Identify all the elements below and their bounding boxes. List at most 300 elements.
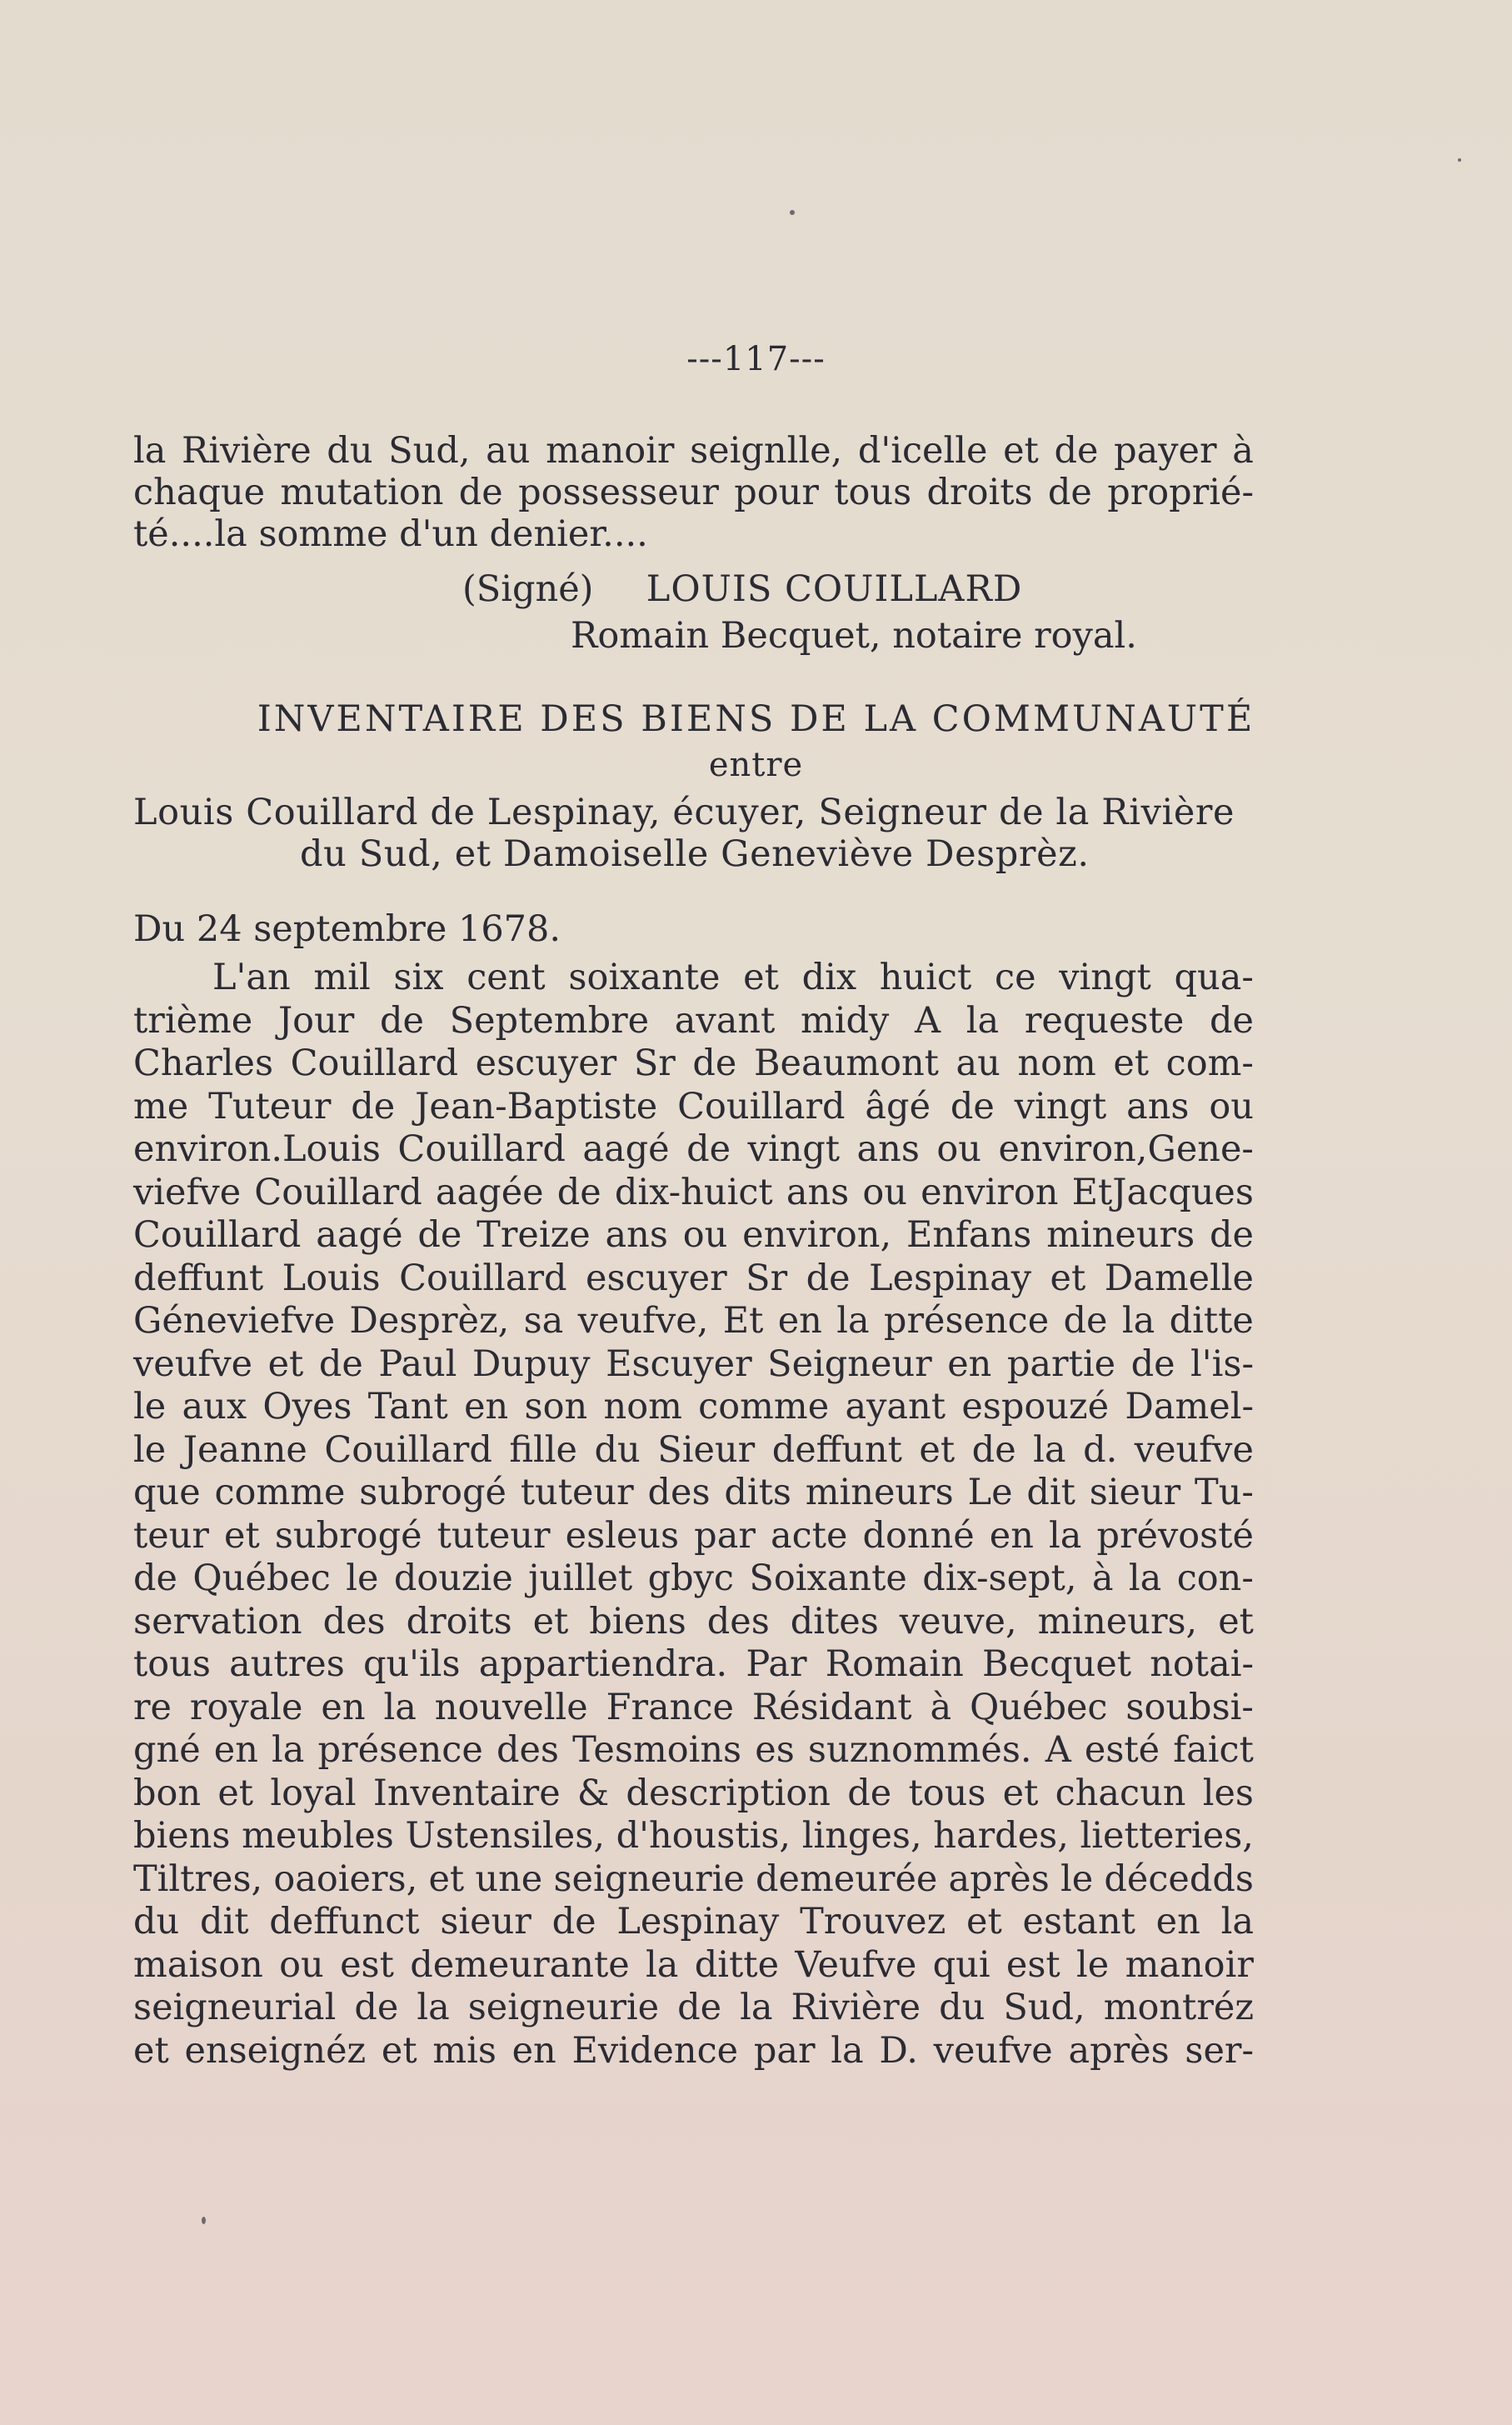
word: du bbox=[133, 1901, 180, 1942]
text-line bbox=[133, 1815, 1254, 1858]
word: de bbox=[686, 1128, 731, 1170]
word: la bbox=[417, 1987, 450, 2028]
word: prévosté bbox=[1096, 1514, 1254, 1557]
word: Sud, bbox=[388, 430, 471, 472]
word: demeurée bbox=[756, 1858, 938, 1900]
word: Soixante bbox=[749, 1558, 907, 1599]
word: des bbox=[706, 1600, 770, 1642]
word: sa bbox=[523, 1300, 564, 1342]
word: de bbox=[1063, 1300, 1108, 1342]
notary-name: Romain Becquet, notaire royal. bbox=[571, 615, 1137, 657]
word: donné bbox=[862, 1514, 975, 1557]
word: Géneviefve bbox=[133, 1300, 336, 1342]
word: ou bbox=[682, 1214, 728, 1256]
word: décedds bbox=[1104, 1858, 1254, 1900]
word: le bbox=[1076, 1943, 1110, 1986]
word: ans bbox=[856, 1128, 920, 1170]
word: par bbox=[694, 1514, 756, 1557]
word: de bbox=[950, 1085, 995, 1128]
word: tous bbox=[834, 472, 912, 513]
word: en bbox=[947, 1342, 992, 1385]
parties-line: du Sud, et Damoiselle Geneviève Desprèz. bbox=[300, 833, 1090, 875]
word: mil bbox=[313, 957, 371, 998]
word: droits bbox=[926, 472, 1033, 513]
word: Veufve bbox=[795, 1943, 917, 1986]
word: manoir bbox=[1125, 1943, 1254, 1986]
word: D. bbox=[879, 2029, 918, 2072]
word: de bbox=[806, 1257, 851, 1299]
word: re bbox=[133, 1686, 172, 1728]
word: Evidence bbox=[571, 2029, 739, 2072]
word: des bbox=[322, 1600, 386, 1642]
word: l'is- bbox=[1190, 1342, 1254, 1385]
word: dites bbox=[790, 1600, 879, 1642]
word: seigneurie bbox=[553, 1858, 745, 1900]
word: de bbox=[458, 472, 503, 513]
word: subrogé bbox=[274, 1514, 422, 1557]
word: Le bbox=[967, 1472, 1013, 1513]
word: et bbox=[224, 1514, 260, 1557]
word: âgé bbox=[865, 1085, 931, 1128]
word: description bbox=[626, 1772, 831, 1814]
text-line bbox=[133, 1258, 1254, 1301]
word: de bbox=[847, 1772, 892, 1814]
word: gné bbox=[133, 1729, 201, 1771]
word: notai- bbox=[1150, 1643, 1254, 1685]
word: Romain bbox=[825, 1643, 964, 1685]
word: Couillard bbox=[324, 1428, 492, 1471]
word: le bbox=[133, 1428, 167, 1471]
word: bon bbox=[133, 1772, 202, 1814]
word: de bbox=[692, 1042, 737, 1084]
text-line bbox=[133, 1601, 1254, 1644]
word: de bbox=[354, 1987, 399, 2028]
word: Tiltres, bbox=[133, 1858, 263, 1900]
date-line: Du 24 septembre 1678. bbox=[133, 908, 561, 950]
word: seigneurial bbox=[133, 1987, 337, 2028]
body-paragraph bbox=[133, 957, 1254, 2072]
word: par bbox=[753, 2029, 816, 2072]
word: de bbox=[379, 999, 424, 1042]
word: en bbox=[464, 1386, 509, 1428]
word: la bbox=[836, 1300, 870, 1342]
word: Damelle bbox=[1104, 1257, 1254, 1299]
signer-name: LOUIS COUILLARD bbox=[646, 568, 1023, 610]
word: nom bbox=[603, 1386, 682, 1428]
word: com- bbox=[1165, 1042, 1254, 1084]
word: de bbox=[133, 1558, 177, 1599]
word: pour bbox=[734, 472, 819, 513]
word: A bbox=[915, 999, 941, 1042]
word: dit bbox=[199, 1901, 249, 1942]
word: dit bbox=[1026, 1472, 1075, 1513]
word: une bbox=[475, 1858, 543, 1900]
word: au bbox=[486, 430, 531, 472]
word: ou bbox=[862, 1171, 907, 1213]
word: le bbox=[1060, 1858, 1094, 1900]
word: est bbox=[1006, 1943, 1060, 1986]
word: la bbox=[646, 1943, 679, 1986]
word: proprié- bbox=[1107, 472, 1254, 513]
word: vingt bbox=[747, 1128, 841, 1170]
word: Tu- bbox=[1195, 1472, 1254, 1513]
word: et bbox=[1003, 430, 1039, 472]
word: espouzé bbox=[961, 1386, 1110, 1428]
word: me bbox=[133, 1085, 189, 1128]
word: Sud, bbox=[1003, 1987, 1085, 2028]
word: du bbox=[594, 1428, 641, 1471]
word: et bbox=[1218, 1600, 1254, 1642]
word: la bbox=[272, 1729, 305, 1771]
word: et bbox=[966, 1901, 1002, 1942]
word: Ustensiles, bbox=[405, 1815, 605, 1857]
word: veufve bbox=[933, 2029, 1053, 2072]
word: de bbox=[677, 1987, 722, 2028]
text-line bbox=[133, 1987, 1254, 2030]
parties-line: Louis Couillard de Lespinay, écuyer, Seigneur de la Rivière bbox=[133, 792, 1235, 833]
word: et bbox=[919, 1428, 956, 1471]
word: de bbox=[351, 1085, 396, 1128]
word: à bbox=[1091, 1558, 1114, 1599]
word: comme bbox=[698, 1386, 830, 1428]
opening-paragraph bbox=[133, 430, 1254, 555]
paper-speck bbox=[790, 210, 795, 215]
word: environ.Louis bbox=[133, 1128, 381, 1170]
text-line bbox=[133, 1042, 1254, 1086]
word: Treize bbox=[477, 1214, 591, 1256]
word: la bbox=[133, 430, 167, 472]
text-line bbox=[133, 1000, 1254, 1043]
word: Couillard bbox=[133, 1214, 302, 1256]
word: A bbox=[1045, 1729, 1071, 1771]
word: Tesmoins bbox=[572, 1729, 742, 1771]
word: Tant bbox=[367, 1386, 448, 1428]
word: Desprèz, bbox=[349, 1300, 510, 1342]
word: aux bbox=[182, 1386, 247, 1428]
word: gbyc bbox=[647, 1558, 735, 1599]
paper-speck bbox=[1458, 158, 1461, 162]
word: escuyer bbox=[475, 1042, 617, 1084]
word: de bbox=[556, 1171, 601, 1213]
word: autres bbox=[229, 1643, 345, 1685]
notary-line bbox=[0, 615, 1512, 657]
word: chaque bbox=[133, 472, 266, 513]
heading-parties bbox=[133, 792, 1254, 875]
word: sieur bbox=[440, 1901, 531, 1942]
word: montréz bbox=[1103, 1987, 1254, 2028]
word: au bbox=[956, 1042, 1001, 1084]
word: Lespinay bbox=[869, 1257, 1032, 1299]
word: Et bbox=[722, 1300, 764, 1342]
word: escuyer bbox=[586, 1257, 727, 1299]
word: Dupuy bbox=[472, 1342, 591, 1385]
word: Rivière bbox=[182, 430, 312, 472]
text-line bbox=[133, 2030, 1254, 2073]
word: du bbox=[327, 430, 373, 472]
word: veufve bbox=[1134, 1428, 1254, 1471]
word: Damel- bbox=[1125, 1386, 1254, 1428]
word: Beaumont bbox=[753, 1042, 939, 1084]
word: aagée bbox=[435, 1171, 544, 1213]
word: Escuyer bbox=[606, 1342, 752, 1385]
word: huict bbox=[879, 957, 972, 998]
word: environ, bbox=[742, 1214, 892, 1256]
word: vingt bbox=[1014, 1085, 1107, 1128]
word: Québec bbox=[970, 1686, 1108, 1728]
word: manoir bbox=[546, 430, 675, 472]
word: biens bbox=[589, 1600, 686, 1642]
word: demeurante bbox=[410, 1943, 630, 1986]
text-line bbox=[133, 1128, 1254, 1172]
word: deffunt bbox=[133, 1257, 264, 1299]
word: soubsi- bbox=[1125, 1686, 1254, 1728]
word: hardes, bbox=[933, 1815, 1069, 1857]
word: Jour bbox=[277, 999, 355, 1042]
word: à bbox=[1232, 430, 1254, 472]
word: en bbox=[989, 1514, 1034, 1557]
word: appartiendra. bbox=[478, 1643, 728, 1685]
word: veuve, bbox=[899, 1600, 1017, 1642]
word: et bbox=[1113, 1042, 1150, 1084]
word: Résidant bbox=[751, 1686, 912, 1728]
word: Louis bbox=[282, 1257, 381, 1299]
word: payer bbox=[1114, 430, 1217, 472]
word: lietteries, bbox=[1080, 1815, 1254, 1857]
word: vingt bbox=[1059, 957, 1151, 998]
word: tous bbox=[133, 1643, 211, 1685]
word: tuteur bbox=[520, 1472, 634, 1513]
word: aagé bbox=[316, 1214, 403, 1256]
word: es bbox=[755, 1729, 795, 1771]
word: présence bbox=[883, 1300, 1050, 1342]
word: Enfans bbox=[906, 1214, 1032, 1256]
word: et bbox=[743, 957, 779, 998]
word: seigneurie bbox=[467, 1987, 660, 2028]
word: d'houstis, bbox=[616, 1815, 791, 1857]
word: dix-sept, bbox=[922, 1558, 1077, 1599]
word: ou bbox=[279, 1943, 324, 1986]
word: ans bbox=[1126, 1085, 1190, 1128]
text-line bbox=[133, 1687, 1254, 1730]
word: Couillard bbox=[290, 1042, 459, 1084]
word: possesseur bbox=[518, 472, 719, 513]
text-line bbox=[133, 1300, 1254, 1343]
word: mineurs, bbox=[1037, 1600, 1198, 1642]
word: des bbox=[647, 1472, 711, 1513]
word: Par bbox=[746, 1643, 807, 1685]
word: en bbox=[213, 1729, 258, 1771]
word: Couillard bbox=[399, 1257, 567, 1299]
word: Québec bbox=[192, 1558, 331, 1599]
word: midy bbox=[801, 999, 890, 1042]
word: loyal bbox=[270, 1772, 357, 1814]
word: seignlle, bbox=[690, 430, 843, 472]
word: Sieur bbox=[657, 1428, 756, 1471]
word: de bbox=[551, 1901, 596, 1942]
heading-connector: entre bbox=[708, 746, 804, 784]
signed-label: (Signé) bbox=[462, 568, 594, 610]
word: six bbox=[393, 957, 444, 998]
word: la bbox=[740, 1987, 773, 2028]
word: esté bbox=[1084, 1729, 1160, 1771]
word: partie bbox=[1006, 1342, 1116, 1385]
word: mutation bbox=[280, 472, 444, 513]
word: fille bbox=[509, 1428, 578, 1471]
word: Jean-Baptiste bbox=[415, 1085, 658, 1128]
word: tuteur bbox=[437, 1514, 551, 1557]
word: de bbox=[318, 1342, 363, 1385]
word: la bbox=[1220, 1901, 1254, 1942]
word: dix-huict bbox=[614, 1171, 773, 1213]
word: Rivière bbox=[791, 1987, 921, 2028]
word: aagé bbox=[582, 1128, 670, 1170]
word: deffunct bbox=[269, 1901, 420, 1942]
word: veufve bbox=[133, 1342, 253, 1385]
word: en bbox=[777, 1300, 822, 1342]
word: son bbox=[524, 1386, 588, 1428]
word: biens bbox=[133, 1815, 231, 1857]
text-line bbox=[133, 1643, 1254, 1687]
word: Paul bbox=[378, 1342, 457, 1385]
text-line bbox=[133, 1386, 1254, 1429]
word: Oyes bbox=[262, 1386, 352, 1428]
word: Couillard bbox=[397, 1128, 566, 1170]
word: royale bbox=[189, 1686, 303, 1728]
word: le bbox=[133, 1386, 167, 1428]
text-line bbox=[133, 1172, 1254, 1215]
word: ditte bbox=[694, 1943, 780, 1986]
word: et bbox=[217, 1772, 254, 1814]
word: après bbox=[948, 1858, 1050, 1900]
text-line bbox=[133, 1472, 1254, 1515]
word: et bbox=[428, 1858, 465, 1900]
word: environ bbox=[921, 1171, 1059, 1213]
word: ser- bbox=[1185, 2029, 1254, 2072]
text-line bbox=[133, 1729, 1254, 1772]
word: la bbox=[831, 2029, 864, 2072]
word: France bbox=[606, 1686, 734, 1728]
text-line bbox=[133, 1086, 1254, 1129]
word: ou bbox=[936, 1128, 982, 1170]
word: Inventaire bbox=[372, 1772, 561, 1814]
text-line bbox=[133, 1901, 1254, 1944]
word: de bbox=[1209, 999, 1254, 1042]
word: en bbox=[1155, 1901, 1200, 1942]
word: la bbox=[1049, 1514, 1082, 1557]
word: le bbox=[346, 1558, 379, 1599]
word: de bbox=[417, 1214, 462, 1256]
word: Becquet bbox=[981, 1643, 1132, 1685]
word: juillet bbox=[528, 1558, 633, 1599]
word: du bbox=[939, 1987, 986, 2028]
word: la bbox=[966, 999, 1000, 1042]
word: et bbox=[133, 2029, 169, 2072]
text-line bbox=[133, 1429, 1254, 1472]
word: des bbox=[496, 1729, 559, 1771]
word: sieur bbox=[1089, 1472, 1181, 1513]
word: douzie bbox=[393, 1558, 513, 1599]
word: et bbox=[1050, 1257, 1086, 1299]
word: d'icelle bbox=[857, 430, 988, 472]
word: L'an bbox=[212, 957, 291, 998]
word: ce bbox=[995, 957, 1036, 998]
word: Septembre bbox=[449, 999, 650, 1042]
word: estant bbox=[1022, 1901, 1135, 1942]
word: mineurs bbox=[1046, 1214, 1195, 1256]
word: et bbox=[532, 1600, 569, 1642]
word: d. bbox=[1083, 1428, 1118, 1471]
word: esleus bbox=[565, 1514, 680, 1557]
word: ayant bbox=[845, 1386, 946, 1428]
word: à bbox=[930, 1686, 952, 1728]
word: de bbox=[1130, 1342, 1175, 1385]
word: EtJacques bbox=[1071, 1171, 1254, 1213]
word: maison bbox=[133, 1943, 263, 1986]
word: la bbox=[383, 1686, 417, 1728]
word: mineurs bbox=[805, 1472, 954, 1513]
word: après bbox=[1068, 2029, 1170, 2072]
word: servation bbox=[133, 1600, 302, 1642]
word: viefve bbox=[133, 1171, 242, 1213]
word: en bbox=[321, 1686, 366, 1728]
word: chacun bbox=[1055, 1772, 1186, 1814]
word: cent bbox=[467, 957, 546, 998]
word: nom bbox=[1017, 1042, 1096, 1084]
word: avant bbox=[674, 999, 776, 1042]
text-line: té....la somme d'un denier.... bbox=[133, 513, 648, 555]
text-line bbox=[133, 430, 1254, 472]
word: subrogé bbox=[359, 1472, 506, 1513]
text-line bbox=[133, 957, 1254, 1000]
text-line bbox=[133, 1772, 1254, 1816]
word: et bbox=[1002, 1772, 1039, 1814]
word: présence bbox=[317, 1729, 483, 1771]
text-line bbox=[133, 1343, 1254, 1387]
text-line bbox=[133, 1558, 1254, 1601]
word: la bbox=[1128, 1558, 1162, 1599]
word: que bbox=[133, 1472, 201, 1513]
word: enseignéz bbox=[184, 2029, 367, 2072]
word: la bbox=[1121, 1300, 1155, 1342]
word: meubles bbox=[242, 1815, 394, 1857]
word: Trouvez bbox=[800, 1901, 946, 1942]
word: dix bbox=[801, 957, 857, 998]
word: ditte bbox=[1169, 1300, 1254, 1342]
word: de bbox=[1054, 430, 1099, 472]
word: de bbox=[1209, 1214, 1254, 1256]
word: qua- bbox=[1174, 957, 1254, 998]
word: de bbox=[971, 1428, 1016, 1471]
word: tous bbox=[908, 1772, 986, 1814]
word: & bbox=[576, 1772, 610, 1814]
word: Charles bbox=[133, 1042, 274, 1084]
word: deffunt bbox=[771, 1428, 902, 1471]
page-number: ---117--- bbox=[686, 340, 826, 378]
signature-line bbox=[0, 568, 1512, 610]
word: requeste bbox=[1024, 999, 1185, 1042]
word: soixante bbox=[568, 957, 721, 998]
word: ans bbox=[605, 1214, 668, 1256]
word: qu'ils bbox=[362, 1643, 461, 1685]
word: et bbox=[267, 1342, 304, 1385]
word: Sr bbox=[746, 1257, 788, 1299]
word: en bbox=[511, 2029, 556, 2072]
word: oaoiers, bbox=[273, 1858, 418, 1900]
word: de bbox=[1047, 472, 1092, 513]
word: teur bbox=[133, 1514, 209, 1557]
word: Jeanne bbox=[182, 1428, 307, 1471]
word: droits bbox=[406, 1600, 512, 1642]
